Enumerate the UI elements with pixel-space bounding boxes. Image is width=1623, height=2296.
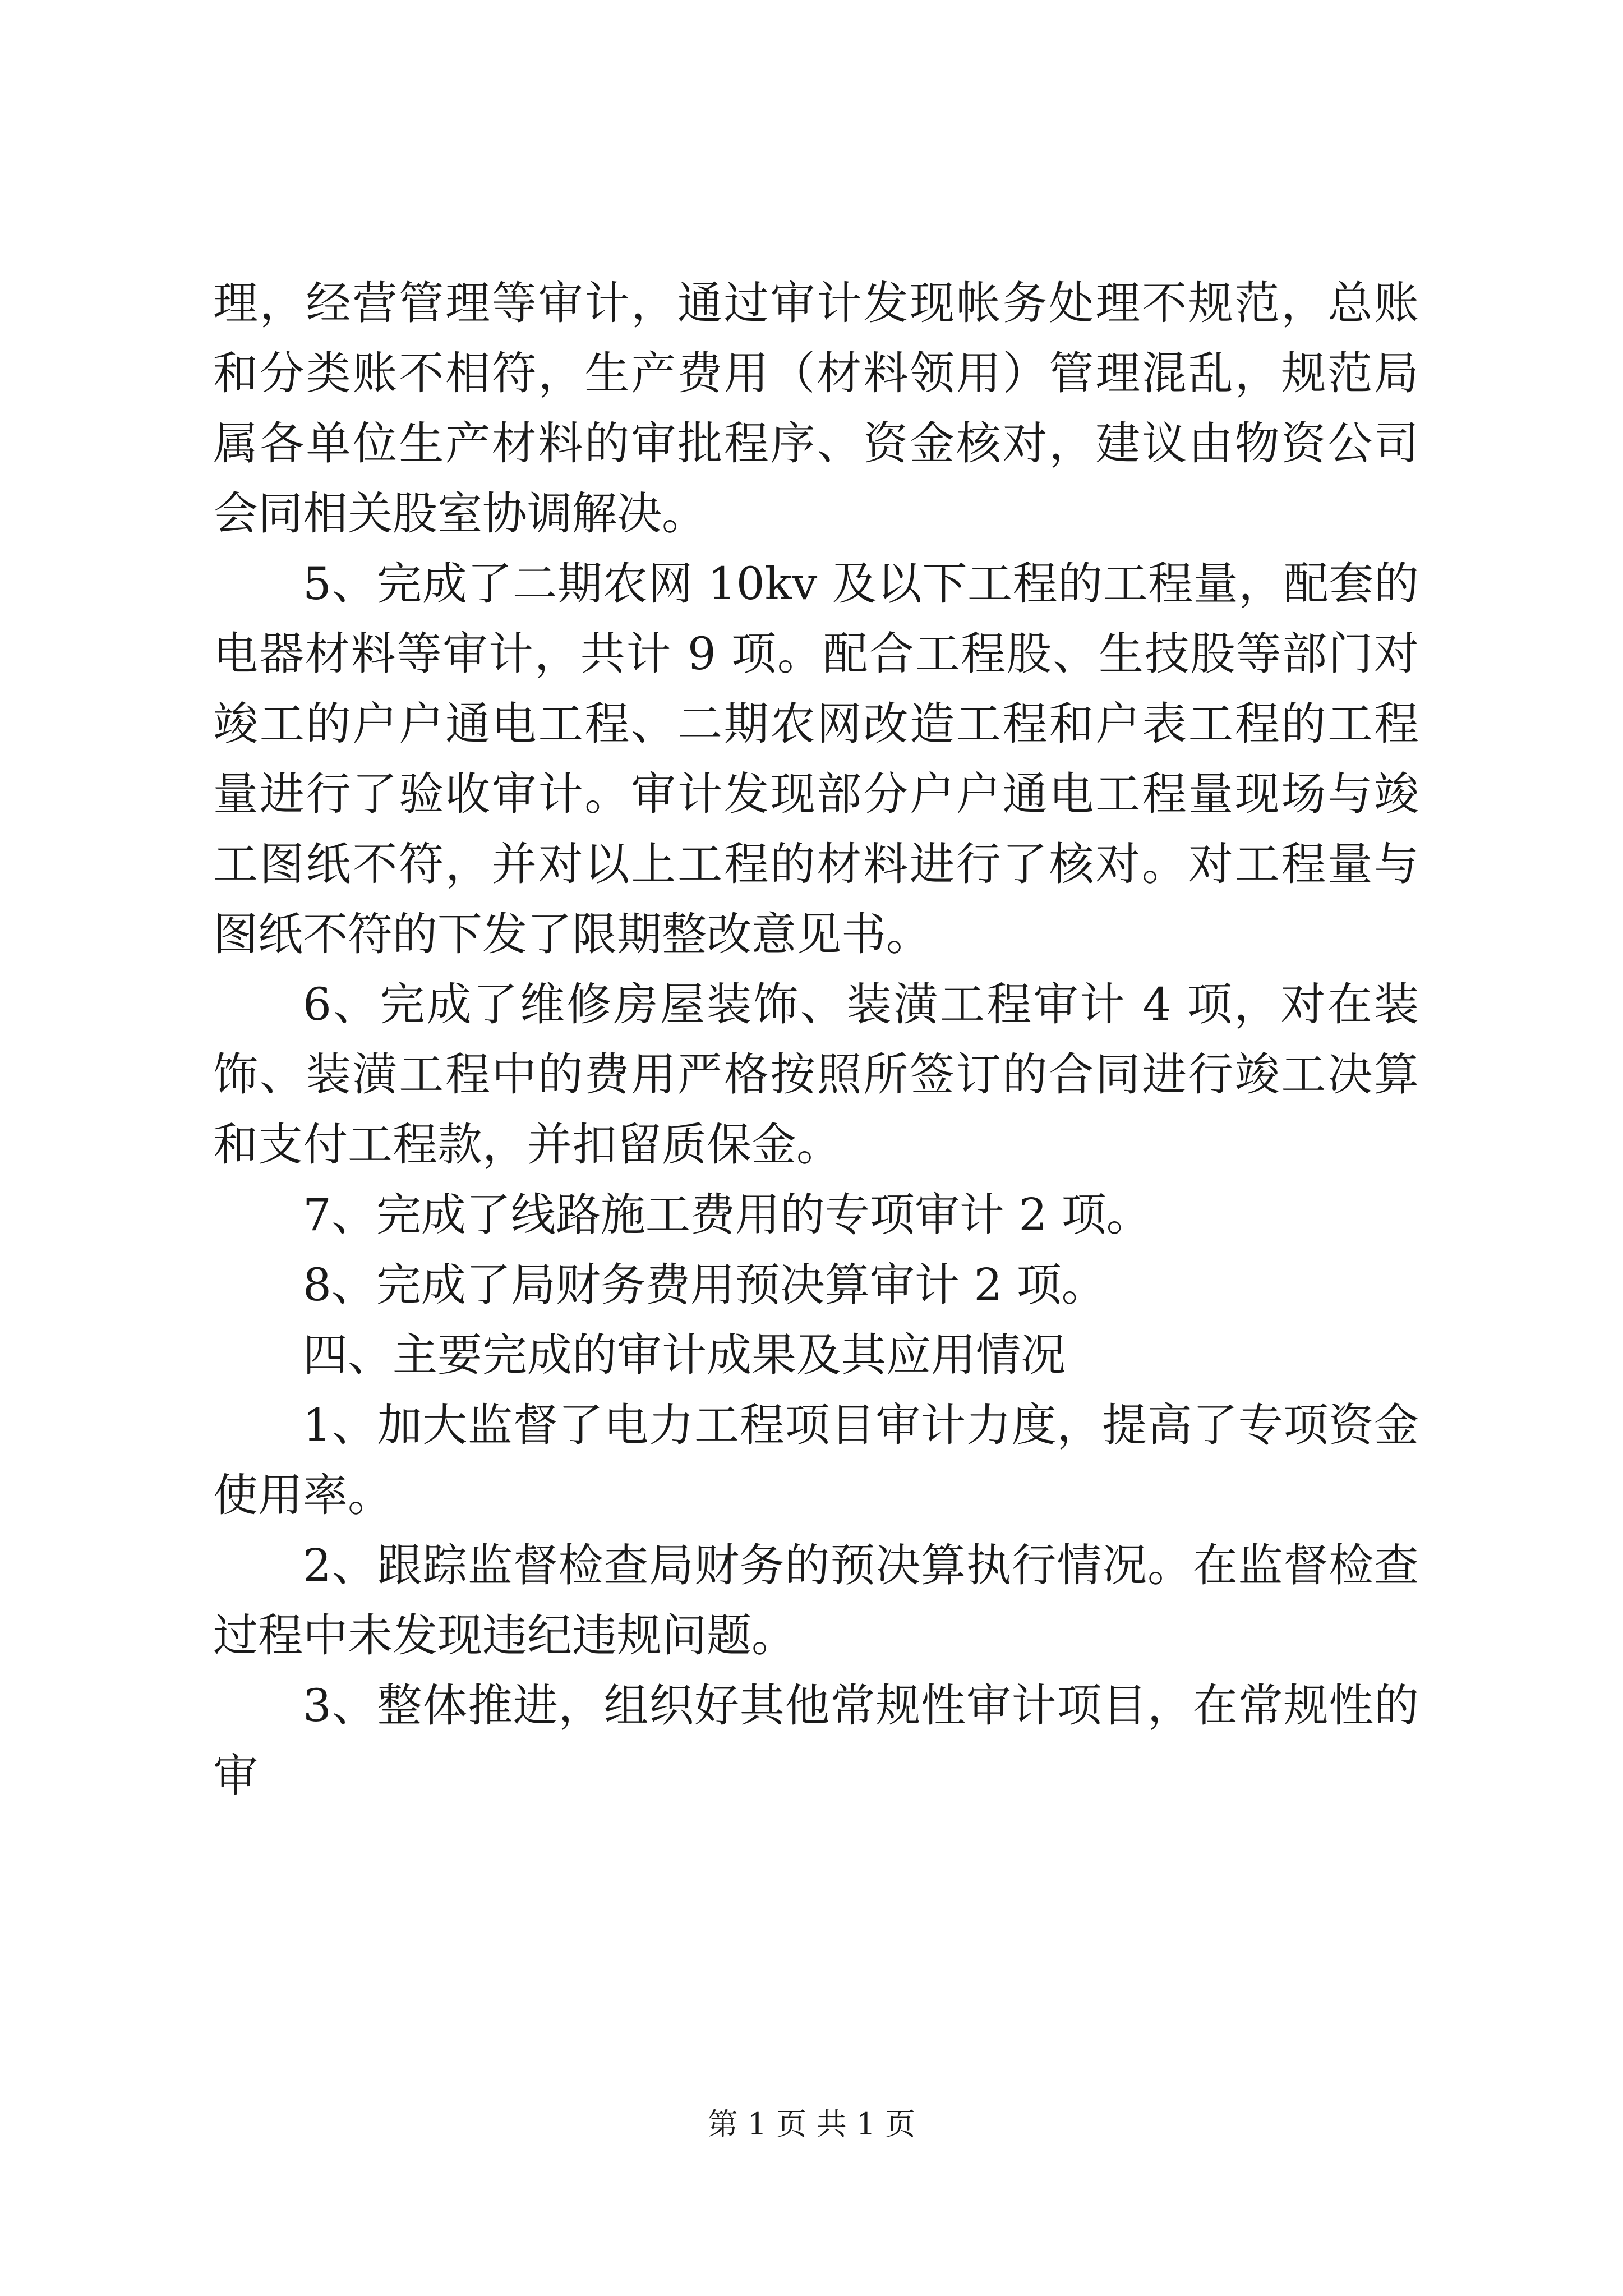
paragraph-item-8: 8、完成了局财务费用预决算审计 2 项。 xyxy=(303,1259,1106,1311)
paragraph-result-3: 3、整体推进，组织好其他常规性审计项目，在常规性的审 xyxy=(213,1680,1419,1802)
paragraph-item-7: 7、完成了线路施工费用的专项审计 2 项。 xyxy=(303,1189,1151,1241)
paragraph-item-5: 5、完成了二期农网 10kv 及以下工程的工程量，配套的电器材料等审计，共计 9 项。配合工程股、生技股等部门对竣工的户户通电工程、二期农网改造工程和户表工程的工程量进行了验收审计。审计发现部分户户通电工程量现场与竣工图纸不符，并对以上工程的材料进行了核对。对工程量与图纸不符的下发了限期整改意见书。 xyxy=(213,558,1419,960)
section-heading-4: 四、主要完成的审计成果及其应用情况 xyxy=(303,1329,1066,1381)
paragraph-item-6: 6、完成了维修房屋装饰、装潢工程审计 4 项，对在装饰、装潢工程中的费用严格按照所签订的合同进行竣工决算和支付工程款，并扣留质保金。 xyxy=(213,978,1419,1171)
paragraph-continuation: 理，经营管理等审计，通过审计发现帐务处理不规范，总账和分类账不相符，生产费用（材料领用）管理混乱，规范局属各单位生产材料的审批程序、资金核对，建议由物资公司会同相关股室协调解决。 xyxy=(213,277,1419,540)
page-footer: 第 1 页 共 1 页 xyxy=(707,2106,916,2142)
paragraph-result-2: 2、跟踪监督检查局财务的预决算执行情况。在监督检查过程中未发现违纪违规问题。 xyxy=(213,1539,1419,1662)
body-text xyxy=(213,268,1419,1811)
paragraph-result-1: 1、加大监督了电力工程项目审计力度，提高了专项资金使用率。 xyxy=(213,1399,1419,1521)
